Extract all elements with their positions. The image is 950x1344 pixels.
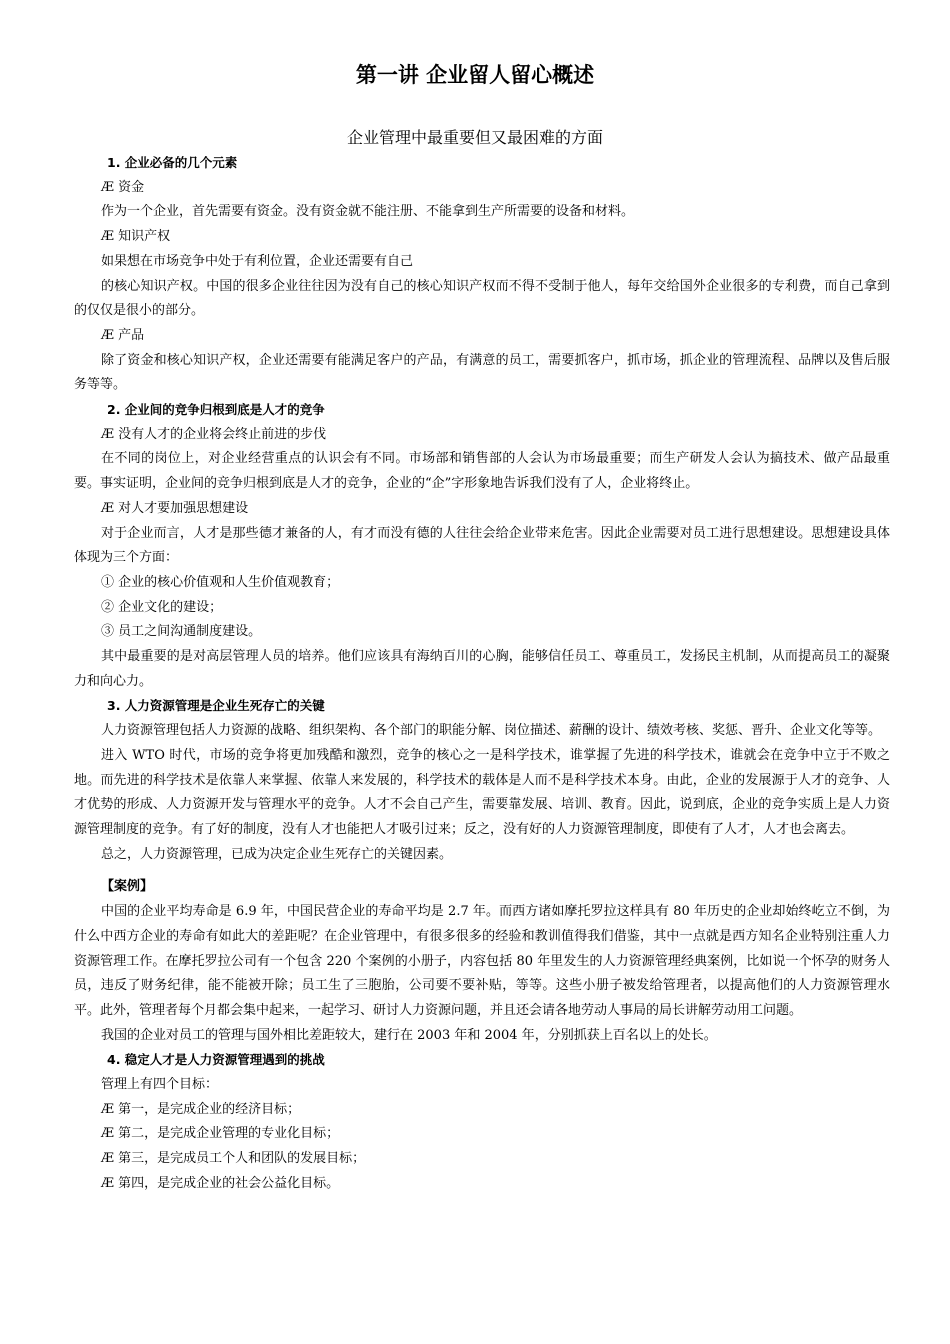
paragraph: 管理上有四个目标：	[101, 1077, 219, 1093]
paragraph: 人力资源管理包括人力资源的战略、组织架构、各个部门的职能分解、岗位描述、薪酬的设计、绩效考核、奖惩、晋升、企业文化等等。	[101, 723, 882, 739]
numbered-item: ① 企业的核心价值观和人生价值观教育；	[101, 574, 340, 590]
case-label: 【案例】	[101, 879, 154, 895]
bullet-item: Æ 第二，是完成企业管理的专业化目标；	[101, 1126, 340, 1142]
section-heading-2: 2. 企业间的竞争归根到底是人才的竞争	[107, 402, 325, 418]
bullet-item: Æ 第三，是完成员工个人和团队的发展目标；	[101, 1151, 366, 1167]
section-heading-4: 4. 稳定人才是人力资源管理遇到的挑战	[107, 1052, 325, 1068]
section-heading-3: 3. 人力资源管理是企业生死存亡的关键	[107, 698, 325, 714]
paragraph: 进入 WTO 时代，市场的竞争将更加残酷和激烈，竞争的核心之一是科学技术，谁掌握了先进的科学技术，谁就会在竞争中立于不败之地。而先进的科学技术是依靠人来掌握、依靠人来发展的，科学技术的载体是人而不是科学技术本身。由此，企业的发展源于人才的竞争、人才优势的形成、人力资源开发与管理水平的竞争。人才不会自己产生，需要靠发展、培训、教育。因此，说到底，企业的竞争实质上是人力资源管理制度的竞争。有了好的制度，没有人才也能把人才吸引过来；反之，没有好的人力资源管理制度，即使有了人才，人才也会离去。	[74, 747, 890, 837]
bullet-item: Æ 知识产权	[101, 229, 171, 245]
page-title: 第一讲 企业留人留心概述	[355, 63, 595, 87]
paragraph: 的核心知识产权。中国的很多企业往往因为没有自己的核心知识产权而不得不受制于他人，每年交给国外企业很多的专利费，而自己拿到的仅仅是很小的部分。	[74, 278, 890, 319]
bullet-item: Æ 资金	[101, 179, 145, 195]
bullet-item: Æ 对人才要加强思想建设	[101, 500, 249, 516]
numbered-item: ③ 员工之间沟通制度建设。	[101, 624, 262, 640]
numbered-item: ② 企业文化的建设；	[101, 599, 223, 615]
bullet-item: Æ 第四，是完成企业的社会公益化目标。	[101, 1175, 340, 1191]
section-heading-1: 1. 企业必备的几个元素	[107, 155, 238, 170]
paragraph: 对于企业而言，人才是那些德才兼备的人，有才而没有德的人往往会给企业带来危害。因此企业需要对员工进行思想建设。思想建设具体体现为三个方面：	[74, 525, 890, 566]
paragraph: 如果想在市场竞争中处于有利位置，企业还需要有自己	[101, 253, 414, 269]
paragraph: 作为一个企业，首先需要有资金。没有资金就不能注册、不能拿到生产所需要的设备和材料。	[101, 204, 635, 220]
section-subtitle: 企业管理中最重要但又最困难的方面	[346, 128, 603, 147]
paragraph: 总之，人力资源管理，已成为决定企业生死存亡的关键因素。	[101, 846, 453, 862]
document-body	[74, 151, 890, 1197]
paragraph: 除了资金和核心知识产权，企业还需要有能满足客户的产品，有满意的员工，需要抓客户，抓市场，抓企业的管理流程、品牌以及售后服务等等。	[74, 352, 890, 393]
case-block	[74, 875, 890, 1048]
paragraph: 其中最重要的是对高层管理人员的培养。他们应该具有海纳百川的心胸，能够信任员工、尊重员工，发扬民主机制，从而提高员工的凝聚力和向心力。	[74, 649, 890, 689]
bullet-item: Æ 产品	[101, 327, 145, 343]
case-paragraph: 我国的企业对员工的管理与国外相比差距较大，建行在 2003 年和 2004 年，分别抓获上百名以上的处长。	[101, 1027, 717, 1043]
bullet-item: Æ 没有人才的企业将会终止前进的步伐	[101, 426, 327, 442]
bullet-item: Æ 第一，是完成企业的经济目标；	[101, 1101, 301, 1117]
paragraph: 在不同的岗位上，对企业经营重点的认识会有不同。市场部和销售部的人会认为市场最重要；而生产研发人会认为搞技术、做产品最重要。事实证明，企业间的竞争归根到底是人才的竞争，企业的“企”字形象地告诉我们没有了人，企业将终止。	[74, 451, 890, 492]
case-paragraph: 中国的企业平均寿命是 6.9 年，中国民营企业的寿命平均是 2.7 年。而西方诸如摩托罗拉这样具有 80 年历史的企业却始终屹立不倒，为什么中西方企业的寿命有如此大的差距呢？在企业管理中，有很多很多的经验和教训值得我们借鉴，其中一点就是西方知名企业特别注重人力资源管理工作。在摩托罗拉公司有一个包含 220 个案例的小册子，内容包括 80 年里发生的人力资源管理经典案例，比如说一个怀孕的财务人员，违反了财务纪律，能不能被开除；员工生了三胞胎，公司要不要补贴，等等。这些小册子被发给管理者，以提高他们的人力资源管理水平。此外，管理者每个月都会集中起来，一起学习、研讨人力资源问题，并且还会请各地劳动人事局的局长讲解劳动用工问题。	[74, 904, 890, 1018]
